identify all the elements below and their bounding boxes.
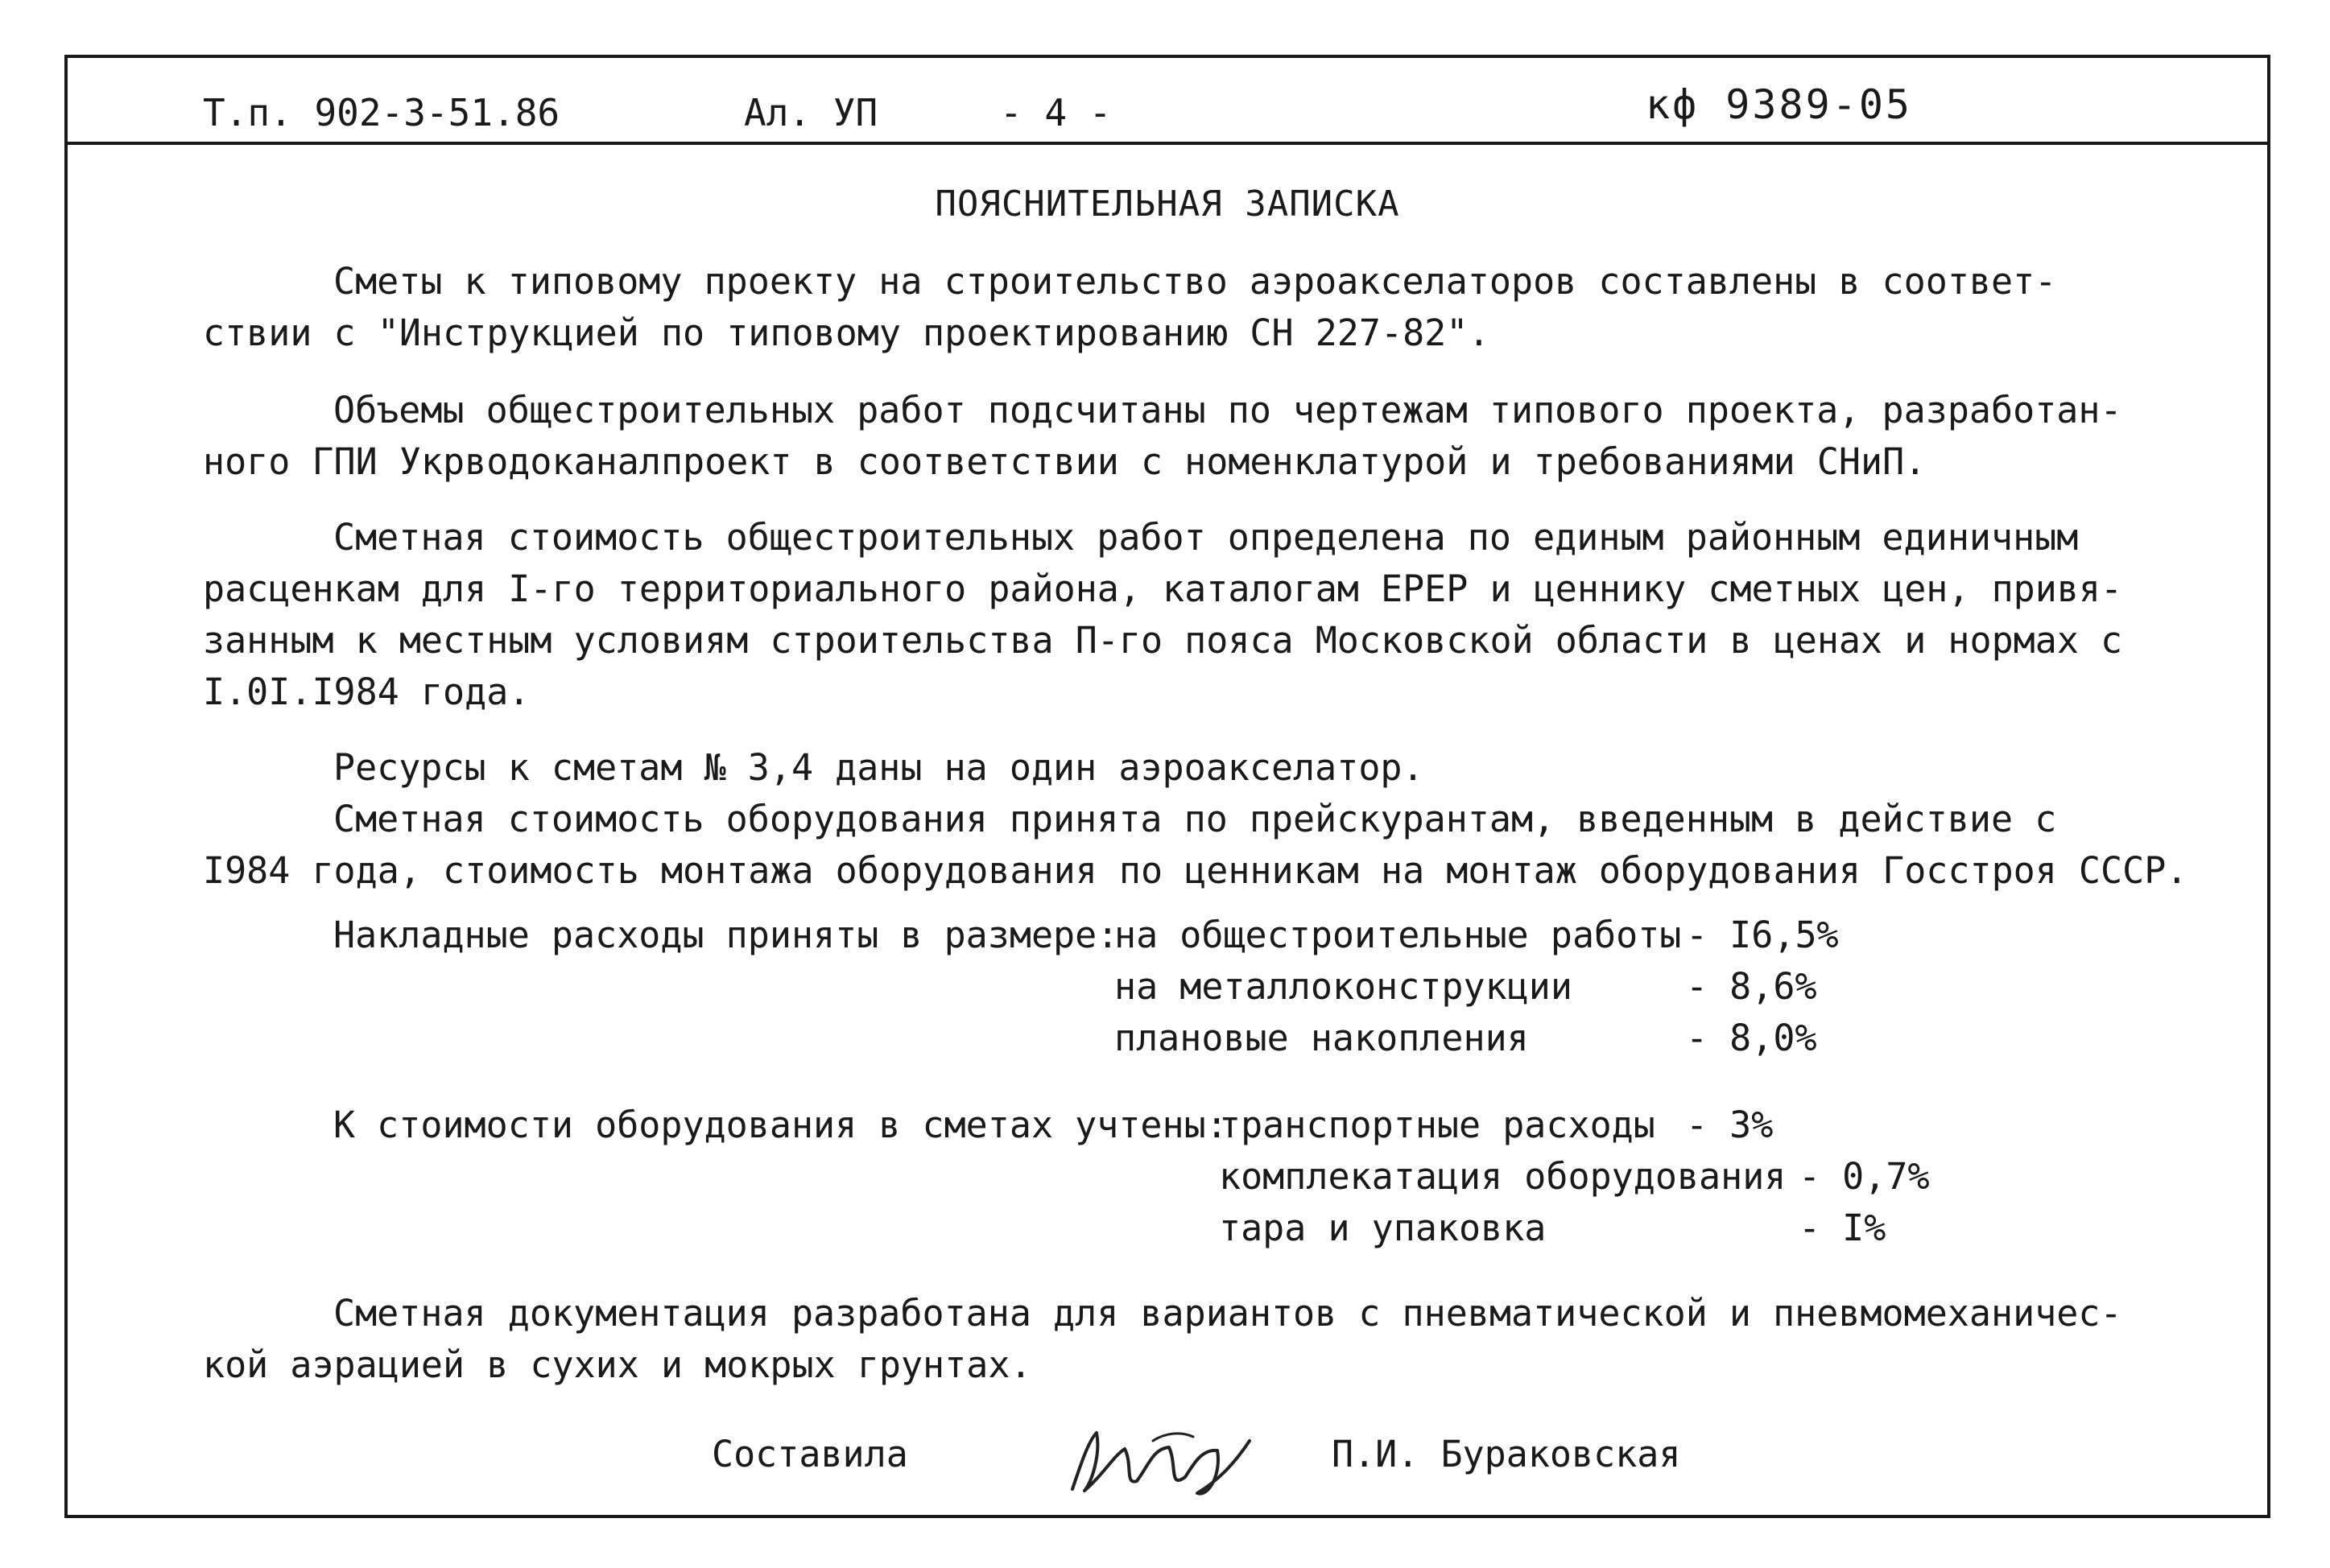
document-frame — [64, 55, 2270, 1518]
project-code: Т.п. 902-3-51.86 — [203, 91, 560, 134]
overhead-item-label: плановые накопления — [1114, 1017, 1529, 1059]
overhead-item-value: - 8,6% — [1686, 965, 1817, 1008]
equipment-item-label: комплекатация оборудования — [1219, 1155, 1787, 1198]
equipment-item-value: - 0,7% — [1799, 1155, 1930, 1198]
overhead-item-label: на металлоконструкции — [1114, 965, 1572, 1008]
overhead-item-label: на общестроительные работы — [1114, 914, 1682, 956]
equipment-item-value: - 3% — [1686, 1104, 1774, 1146]
paragraph-line: Сметы к типовому проекту на строительство аэроакселаторов составлены в соответ- — [333, 260, 2057, 303]
paragraph-line: Сметная документация разработана для вариантов с пневматической и пневмомеханичес- — [333, 1292, 2122, 1335]
equipment-item-label: транспортные расходы — [1219, 1104, 1655, 1146]
paragraph-line: Ресурсы к сметам № 3,4 даны на один аэроакселатор. — [333, 746, 1424, 789]
overhead-item-value: - I6,5% — [1686, 914, 1839, 956]
paragraph-line: Сметная стоимость оборудования принята по прейскурантам, введенным в действие с — [333, 798, 2057, 840]
paragraph-line: I.0I.I984 года. — [203, 671, 531, 713]
equipment-item-value: - I% — [1799, 1207, 1886, 1249]
album-number: Ал. УП — [744, 91, 878, 134]
paragraph-line: Объемы общестроительных работ подсчитаны по чертежам типового проекта, разработан- — [333, 389, 2122, 431]
equipment-item-label: тара и упаковка — [1219, 1207, 1547, 1249]
handwritten-signature — [1056, 1417, 1274, 1505]
equipment-lead: К стоимости оборудования в сметах учтены: — [333, 1104, 1228, 1146]
overhead-item-value: - 8,0% — [1686, 1017, 1817, 1059]
paragraph-line: кой аэрацией в сухих и мокрых грунтах. — [203, 1343, 1032, 1386]
paragraph-line: Сметная стоимость общестроительных работ определена по единым районным единичным — [333, 516, 2079, 559]
page-number: - 4 - — [1000, 91, 1112, 134]
header-rule — [68, 142, 2267, 145]
paragraph-line: I984 года, стоимость монтажа оборудования по ценникам на монтаж оборудования Госстроя СССР. — [203, 849, 2188, 892]
overheads-lead: Накладные расходы приняты в размере: — [333, 914, 1119, 956]
compiled-by-label: Составила — [712, 1433, 908, 1475]
paragraph-line: ного ГПИ Укрводоканалпроект в соответствии с номенклатурой и требованиями СНиП. — [203, 440, 1927, 483]
paragraph-line: расценкам для I-го территориального района, каталогам ЕРЕР и ценнику сметных цен, привя- — [203, 567, 2123, 610]
author-name: П.И. Бураковская — [1332, 1433, 1681, 1475]
archive-stamp: кф 9389-05 — [1646, 81, 1913, 128]
paragraph-line: занным к местным условиям строительства П-го пояса Московской области в ценах и нормах с — [203, 619, 2123, 662]
paragraph-line: ствии с "Инструкцией по типовому проектированию СН 227-82". — [203, 312, 1490, 354]
page-title: ПОЯСНИТЕЛЬНАЯ ЗАПИСКА — [935, 184, 1400, 225]
